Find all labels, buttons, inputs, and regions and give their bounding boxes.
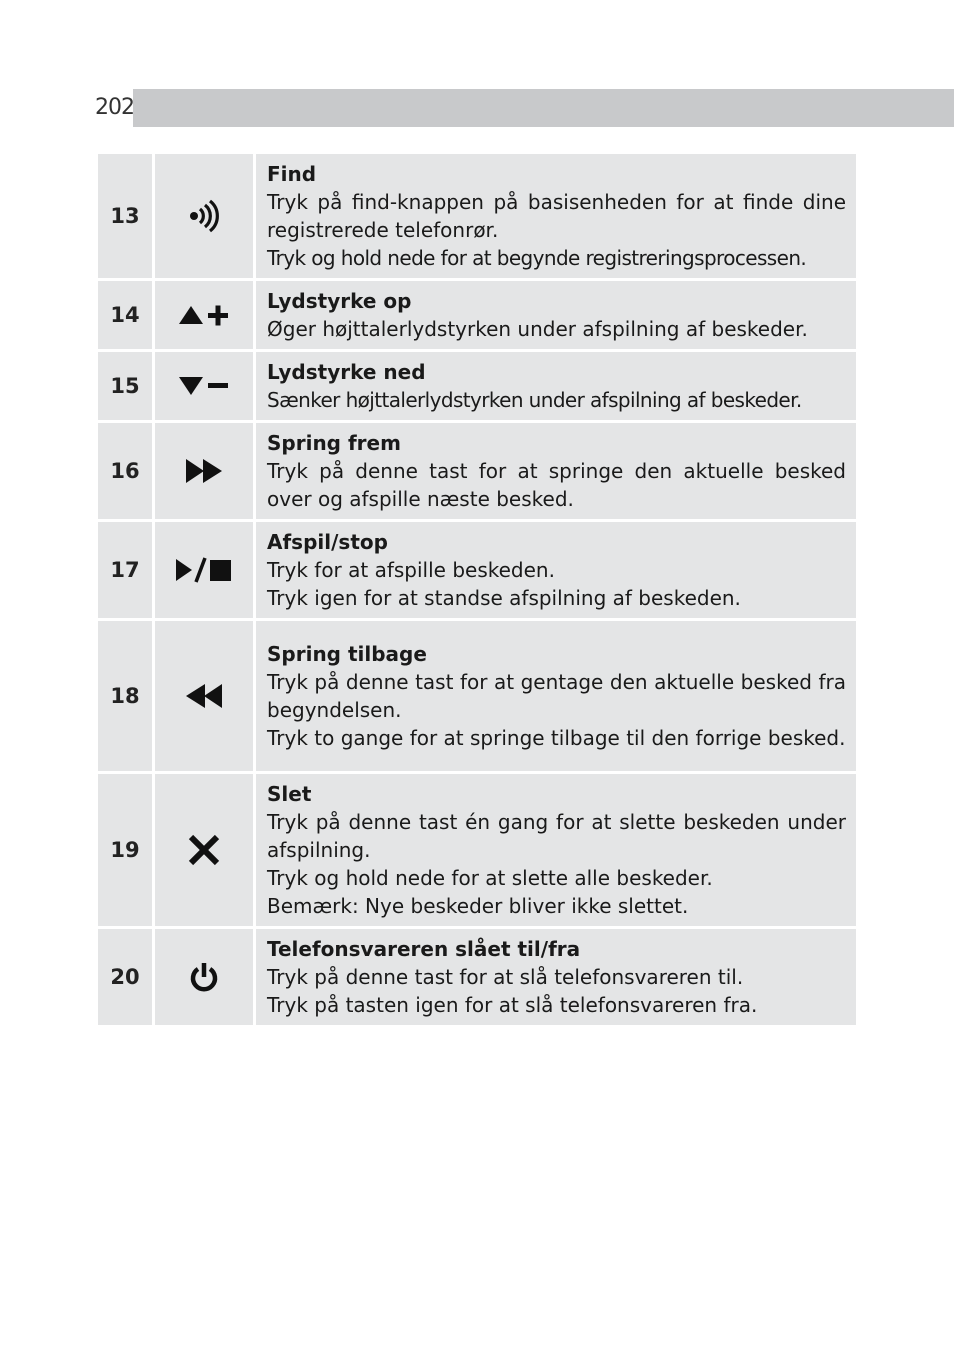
key-number: 15 <box>98 352 152 420</box>
row-text: Tryk og hold nede for at slette alle beskeder. <box>267 866 713 890</box>
header-bar <box>95 89 954 127</box>
table-row <box>98 423 856 519</box>
row-text: Sænker højttalerlydstyrken under afspilning af beskeder. <box>267 388 802 412</box>
table-row <box>98 522 856 618</box>
row-title: Lydstyrke ned <box>267 360 426 384</box>
row-text: Øger højttalerlydstyrken under afspilning af beskeder. <box>267 317 808 341</box>
row-title: Spring tilbage <box>267 642 427 666</box>
volume-down-icon <box>178 375 230 397</box>
row-text: Tryk på denne tast for at springe den aktuelle besked over og afspille næste besked. <box>267 459 846 511</box>
row-text: Bemærk: Nye beskeder bliver ikke slettet. <box>267 894 689 918</box>
table-row <box>98 154 856 278</box>
key-number: 13 <box>98 154 152 278</box>
key-number: 14 <box>98 281 152 349</box>
table-row <box>98 929 856 1025</box>
row-text: Tryk to gange for at springe tilbage til den forrige besked. <box>267 726 846 750</box>
row-title: Slet <box>267 782 312 806</box>
key-number: 16 <box>98 423 152 519</box>
row-title: Spring frem <box>267 431 401 455</box>
key-number: 17 <box>98 522 152 618</box>
volume-up-icon <box>178 304 230 326</box>
skip-back-icon <box>185 683 223 709</box>
power-icon <box>189 961 219 993</box>
delete-x-icon <box>187 833 221 867</box>
row-text: Tryk på tasten igen for at slå telefonsvareren fra. <box>267 993 758 1017</box>
row-title: Find <box>267 162 317 186</box>
key-number: 19 <box>98 774 152 926</box>
row-text: Tryk for at afspille beskeden. <box>267 558 555 582</box>
table-row <box>98 352 856 420</box>
row-text: Tryk og hold nede for at begynde registreringsprocessen. <box>267 246 807 270</box>
key-number: 20 <box>98 929 152 1025</box>
row-text: Tryk på find-knappen på basisenheden for at finde dine registrerede telefonrør. <box>267 190 846 242</box>
play-stop-icon <box>175 557 233 583</box>
table-row <box>98 621 856 771</box>
row-text: Tryk igen for at standse afspilning af beskeden. <box>267 586 741 610</box>
page-number: 202 <box>95 89 133 127</box>
key-number: 18 <box>98 621 152 771</box>
row-title: Telefonsvareren slået til/fra <box>267 937 581 961</box>
row-text: Tryk på denne tast for at gentage den aktuelle besked fra begyndelsen. <box>267 670 846 722</box>
find-signal-icon <box>187 199 221 233</box>
row-text: Tryk på denne tast for at slå telefonsvareren til. <box>267 965 744 989</box>
skip-forward-icon <box>185 458 223 484</box>
table-row <box>98 281 856 349</box>
key-function-table <box>95 151 859 1028</box>
row-title: Afspil/stop <box>267 530 388 554</box>
row-title: Lydstyrke op <box>267 289 412 313</box>
row-text: Tryk på denne tast én gang for at slette beskeden under afspilning. <box>267 810 846 862</box>
table-row <box>98 774 856 926</box>
